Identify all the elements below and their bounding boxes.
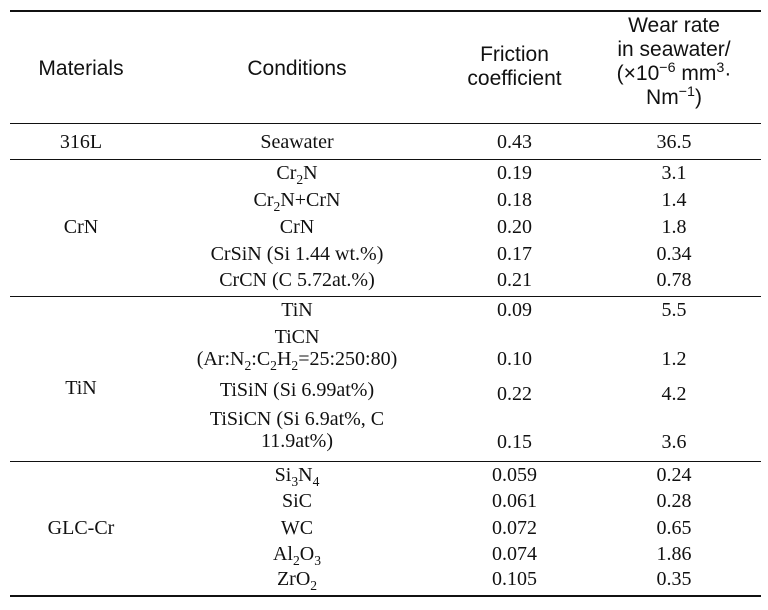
group-rule-2: [10, 296, 761, 297]
friction-cell: 0.15: [497, 431, 532, 453]
friction-cell: 0.19: [497, 162, 532, 184]
wear-cell: 1.8: [661, 216, 687, 238]
wear-cell: 36.5: [656, 131, 692, 153]
friction-cell: 0.072: [492, 517, 537, 539]
wear-cell: 1.4: [661, 189, 687, 211]
group-rule-3: [10, 461, 761, 462]
wear-cell: 1.2: [661, 348, 687, 370]
condition-cell: TiSiCN (Si 6.9at%, C 11.9at%): [209, 408, 385, 452]
friction-cell: 0.43: [497, 131, 532, 153]
wear-cell: 1.86: [656, 543, 692, 565]
condition-cell: WC: [280, 517, 314, 539]
friction-cell: 0.074: [492, 543, 537, 565]
friction-cell: 0.20: [497, 216, 532, 238]
header-wear-rate: Wear rate in seawater/ ($\times 10^{-6}$ $mm^3\cdot$ $Nm^{-1}$): [616, 14, 732, 109]
condition-cell: TiSiN (Si 6.99at%): [219, 379, 375, 401]
header-conditions: Conditions: [247, 57, 347, 80]
condition-cell: CrSiN (Si 1.44 wt.%): [210, 243, 384, 265]
wear-cell: 0.65: [656, 517, 692, 539]
group-rule-1: [10, 159, 761, 160]
condition-cell: CrCN (C 5.72at.%): [219, 269, 375, 291]
friction-cell: 0.17: [497, 243, 532, 265]
material-cell: TiN: [65, 377, 97, 399]
condition-cell: TiCN $(Ar:N_2:C_2H_2=25:250:80)$: [196, 326, 398, 373]
friction-cell: 0.061: [492, 490, 537, 512]
material-cell: GLC-Cr: [47, 517, 115, 539]
wear-cell: 0.35: [656, 568, 692, 590]
wear-cell: 3.6: [661, 431, 687, 453]
top-rule: [10, 10, 761, 12]
condition-cell: $Al_2O_3$: [272, 543, 322, 568]
friction-cell: 0.18: [497, 189, 532, 211]
wear-cell: 3.1: [661, 162, 687, 184]
material-cell: CrN: [63, 216, 99, 238]
friction-cell: 0.059: [492, 464, 537, 486]
friction-cell: 0.09: [497, 299, 532, 321]
condition-cell: $Cr_2N$: [276, 162, 318, 187]
wear-cell: 5.5: [661, 299, 687, 321]
friction-cell: 0.105: [492, 568, 537, 590]
header-materials: Materials: [38, 57, 124, 80]
condition-cell: $Cr_2N+CrN$: [253, 189, 341, 214]
condition-cell: $Si_3N_4$: [274, 464, 320, 489]
condition-cell: ZrO$_2$: [276, 568, 318, 593]
wear-cell: 0.28: [656, 490, 692, 512]
condition-cell: CrN: [279, 216, 315, 238]
friction-cell: 0.21: [497, 269, 532, 291]
condition-cell: Seawater: [260, 131, 334, 153]
wear-cell: 0.24: [656, 464, 692, 486]
bottom-rule: [10, 595, 761, 597]
friction-cell: 0.10: [497, 348, 532, 370]
header-rule: [10, 123, 761, 124]
condition-cell: SiC: [281, 490, 313, 512]
wear-cell: 4.2: [661, 383, 687, 405]
wear-cell: 0.78: [656, 269, 692, 291]
header-friction: Friction coefficient: [467, 43, 562, 90]
friction-cell: 0.22: [497, 383, 532, 405]
material-cell: 316L: [59, 131, 103, 153]
condition-cell: TiN: [281, 299, 313, 321]
wear-cell: 0.34: [656, 243, 692, 265]
